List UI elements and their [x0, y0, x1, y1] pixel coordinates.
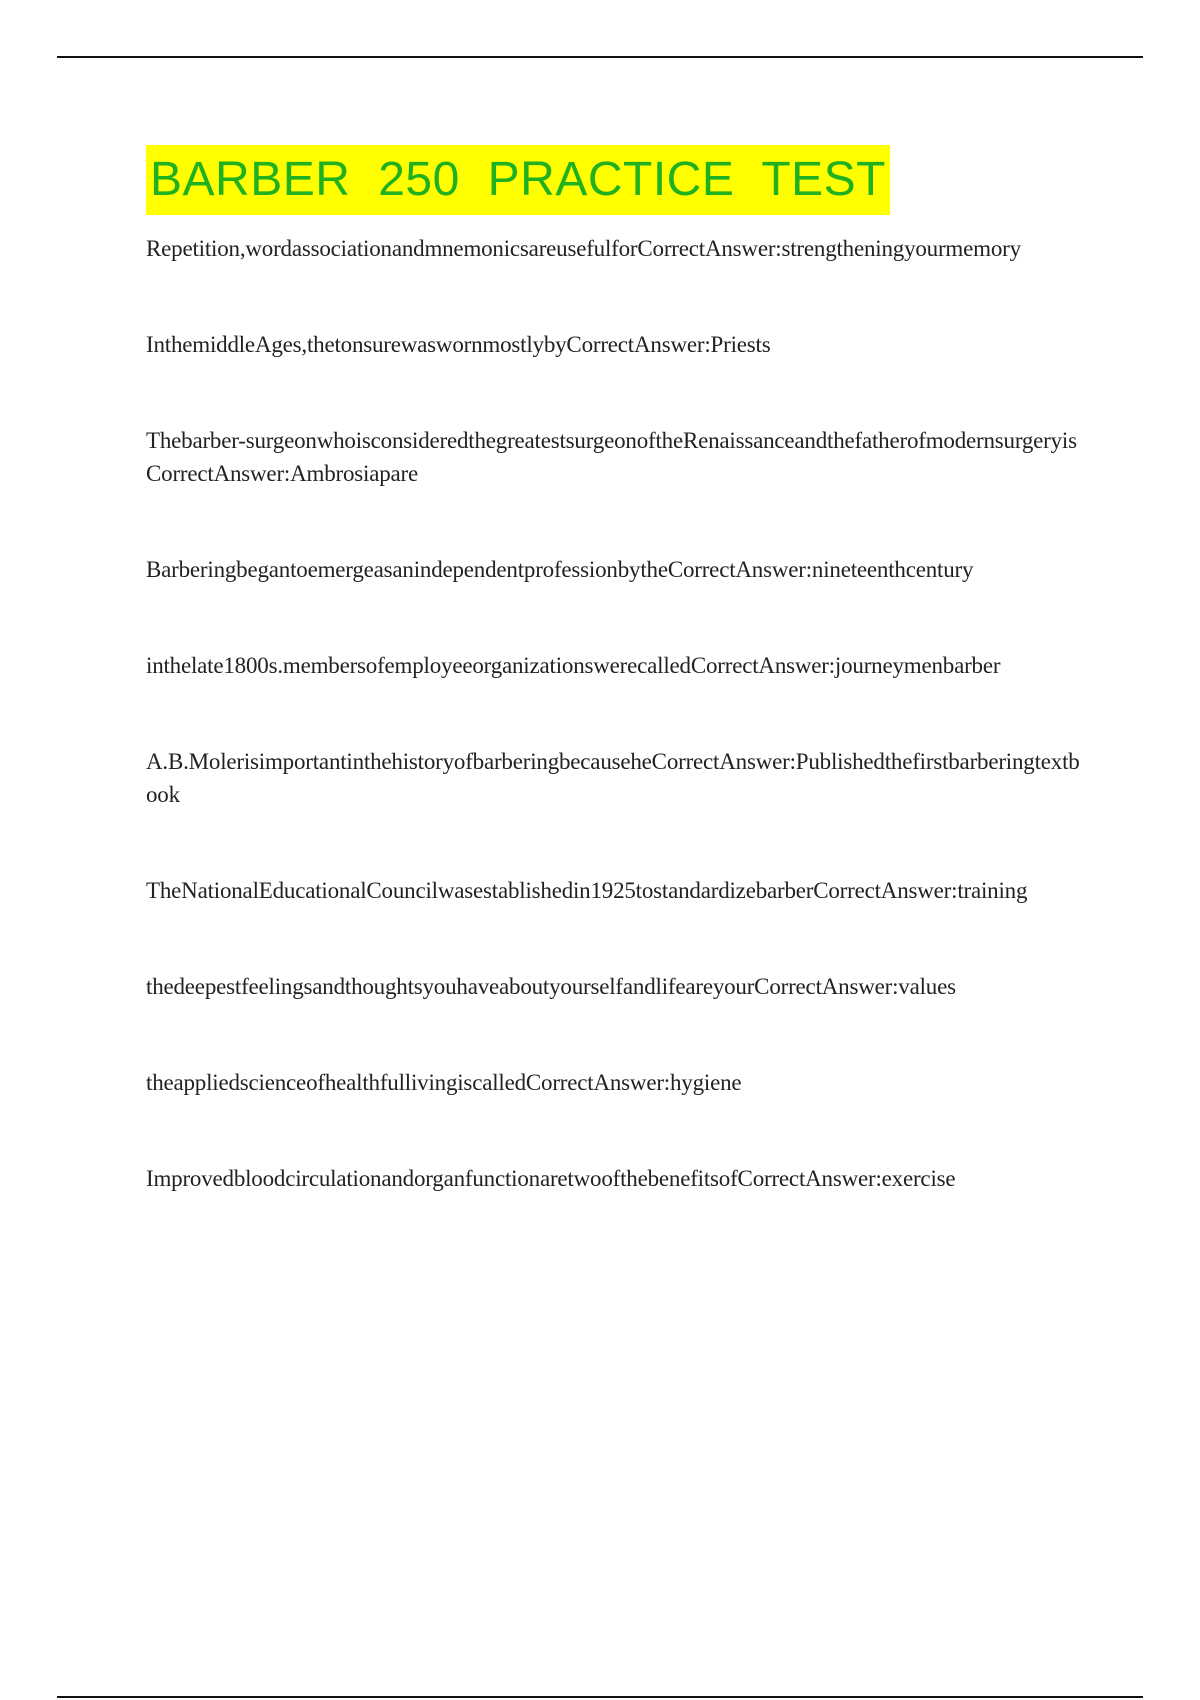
question-item: TheNationalEducationalCouncilwasestablishedin1925tostandardizebarberCorrectAnswer:training — [146, 878, 1028, 903]
question-list — [146, 232, 1088, 1258]
question-item: Thebarber-surgeonwhoisconsideredthegreatestsurgeonoftheRenaissanceandthefatherofmodernsurgeryisCorrectAnswer:Ambrosiapare — [146, 428, 1077, 486]
document-title: BARBER 250 PRACTICE TEST — [146, 145, 890, 215]
title-block — [146, 145, 890, 215]
question-item: theappliedscienceofhealthfullivingiscalledCorrectAnswer:hygiene — [146, 1070, 742, 1095]
question-item: BarberingbegantoemergeasanindependentprofessionbytheCorrectAnswer:nineteenthcentury — [146, 557, 974, 582]
question-item: Repetition,wordassociationandmnemonicsareusefulforCorrectAnswer:strengtheningyourmemory — [146, 236, 1021, 261]
question-item: ImprovedbloodcirculationandorganfunctionaretwoofthebenefitsofCorrectAnswer:exercise — [146, 1166, 956, 1191]
question-item: inthelate1800s.membersofemployeeorganizationswerecalledCorrectAnswer:journeymenbarber — [146, 653, 1001, 678]
question-item: thedeepestfeelingsandthoughtsyouhaveaboutyourselfandlifeareyourCorrectAnswer:values — [146, 974, 956, 999]
bottom-divider — [57, 1696, 1143, 1698]
top-divider — [57, 56, 1143, 58]
question-item: InthemiddleAges,thetonsurewaswornmostlybyCorrectAnswer:Priests — [146, 332, 771, 357]
question-item: A.B.MolerisimportantinthehistoryofbarberingbecauseheCorrectAnswer:Publishedthefirstbarberingtextbook — [146, 749, 1080, 807]
